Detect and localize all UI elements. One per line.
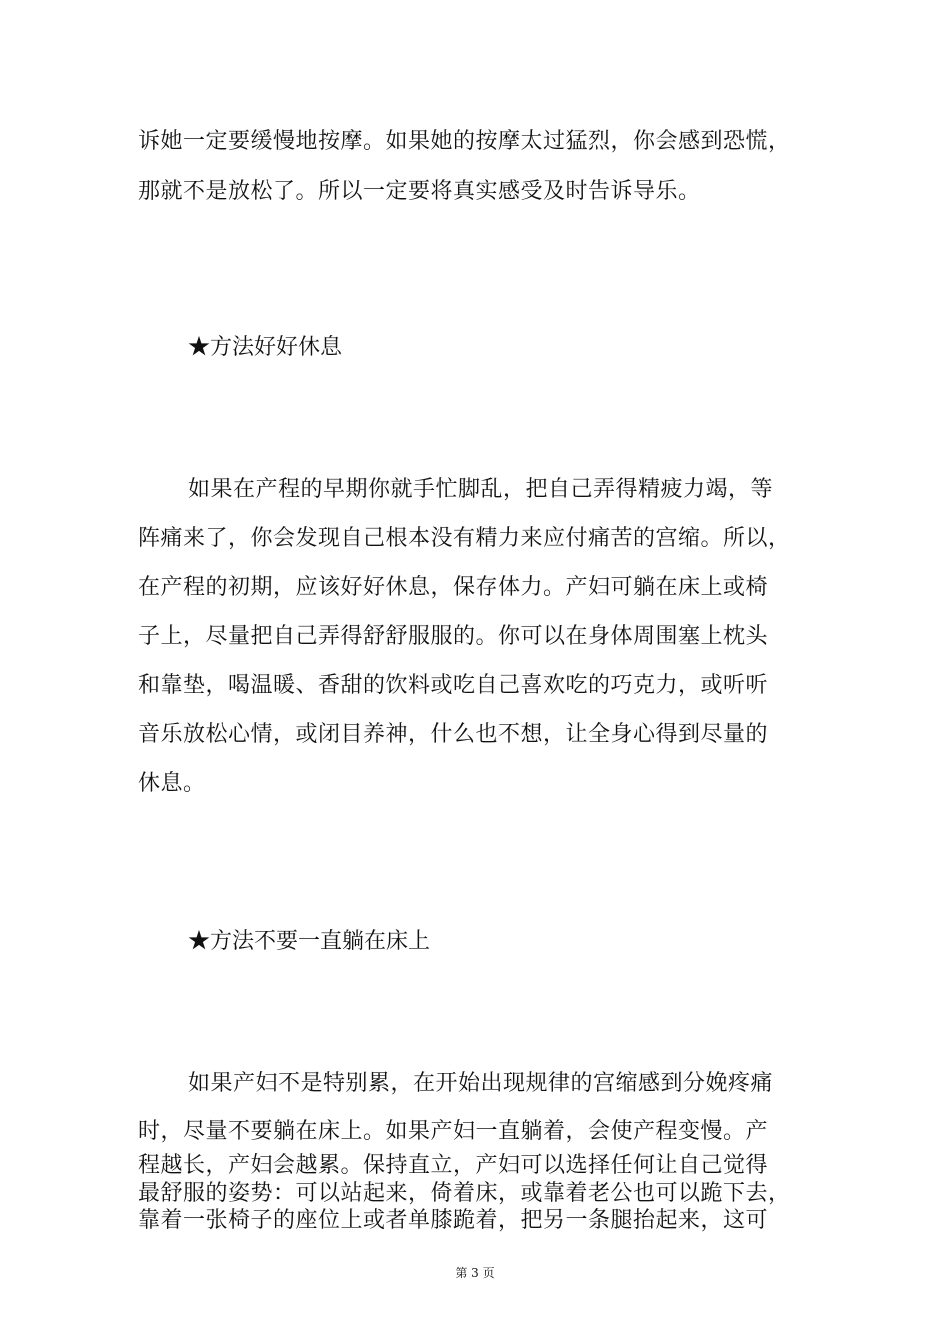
page-number: 第 3 页 [455, 1266, 495, 1280]
paragraph-line: 那就不是放松了。所以一定要将真实感受及时告诉导乐。 [138, 179, 701, 204]
section-heading-rest: ★方法好好休息 [188, 335, 343, 360]
paragraph-line: 如果在产程的早期你就手忙脚乱，把自己弄得精疲力竭，等 [188, 477, 774, 502]
paragraph-line: 最舒服的姿势：可以站起来，倚着床，或靠着老公也可以跪下去， [138, 1181, 791, 1206]
paragraph-line: 阵痛来了，你会发现自己根本没有精力来应付痛苦的宫缩。所以， [138, 526, 791, 551]
paragraph-line: 和靠垫，喝温暖、香甜的饮料或吃自己喜欢吃的巧克力，或听听 [138, 673, 769, 698]
paragraph-line: 子上，尽量把自己弄得舒舒服服的。你可以在身体周围塞上枕头 [138, 624, 769, 649]
paragraph-line: 程越长，产妇会越累。保持直立，产妇可以选择任何让自己觉得 [138, 1153, 769, 1178]
paragraph-line: 靠着一张椅子的座位上或者单膝跪着，把另一条腿抬起来，这可 [138, 1208, 769, 1233]
paragraph-line: 休息。 [138, 771, 206, 796]
section-heading-not-lying: ★方法不要一直躺在床上 [188, 929, 431, 954]
paragraph-line: 音乐放松心情，或闭目养神，什么也不想，让全身心得到尽量的 [138, 722, 769, 747]
paragraph-line: 诉她一定要缓慢地按摩。如果她的按摩太过猛烈，你会感到恐慌， [138, 129, 791, 154]
paragraph-line: 如果产妇不是特别累，在开始出现规律的宫缩感到分娩疼痛 [188, 1071, 774, 1096]
paragraph-line: 在产程的初期，应该好好休息，保存体力。产妇可躺在床上或椅 [138, 575, 769, 600]
paragraph-line: 时，尽量不要躺在床上。如果产妇一直躺着，会使产程变慢。产 [138, 1119, 769, 1144]
